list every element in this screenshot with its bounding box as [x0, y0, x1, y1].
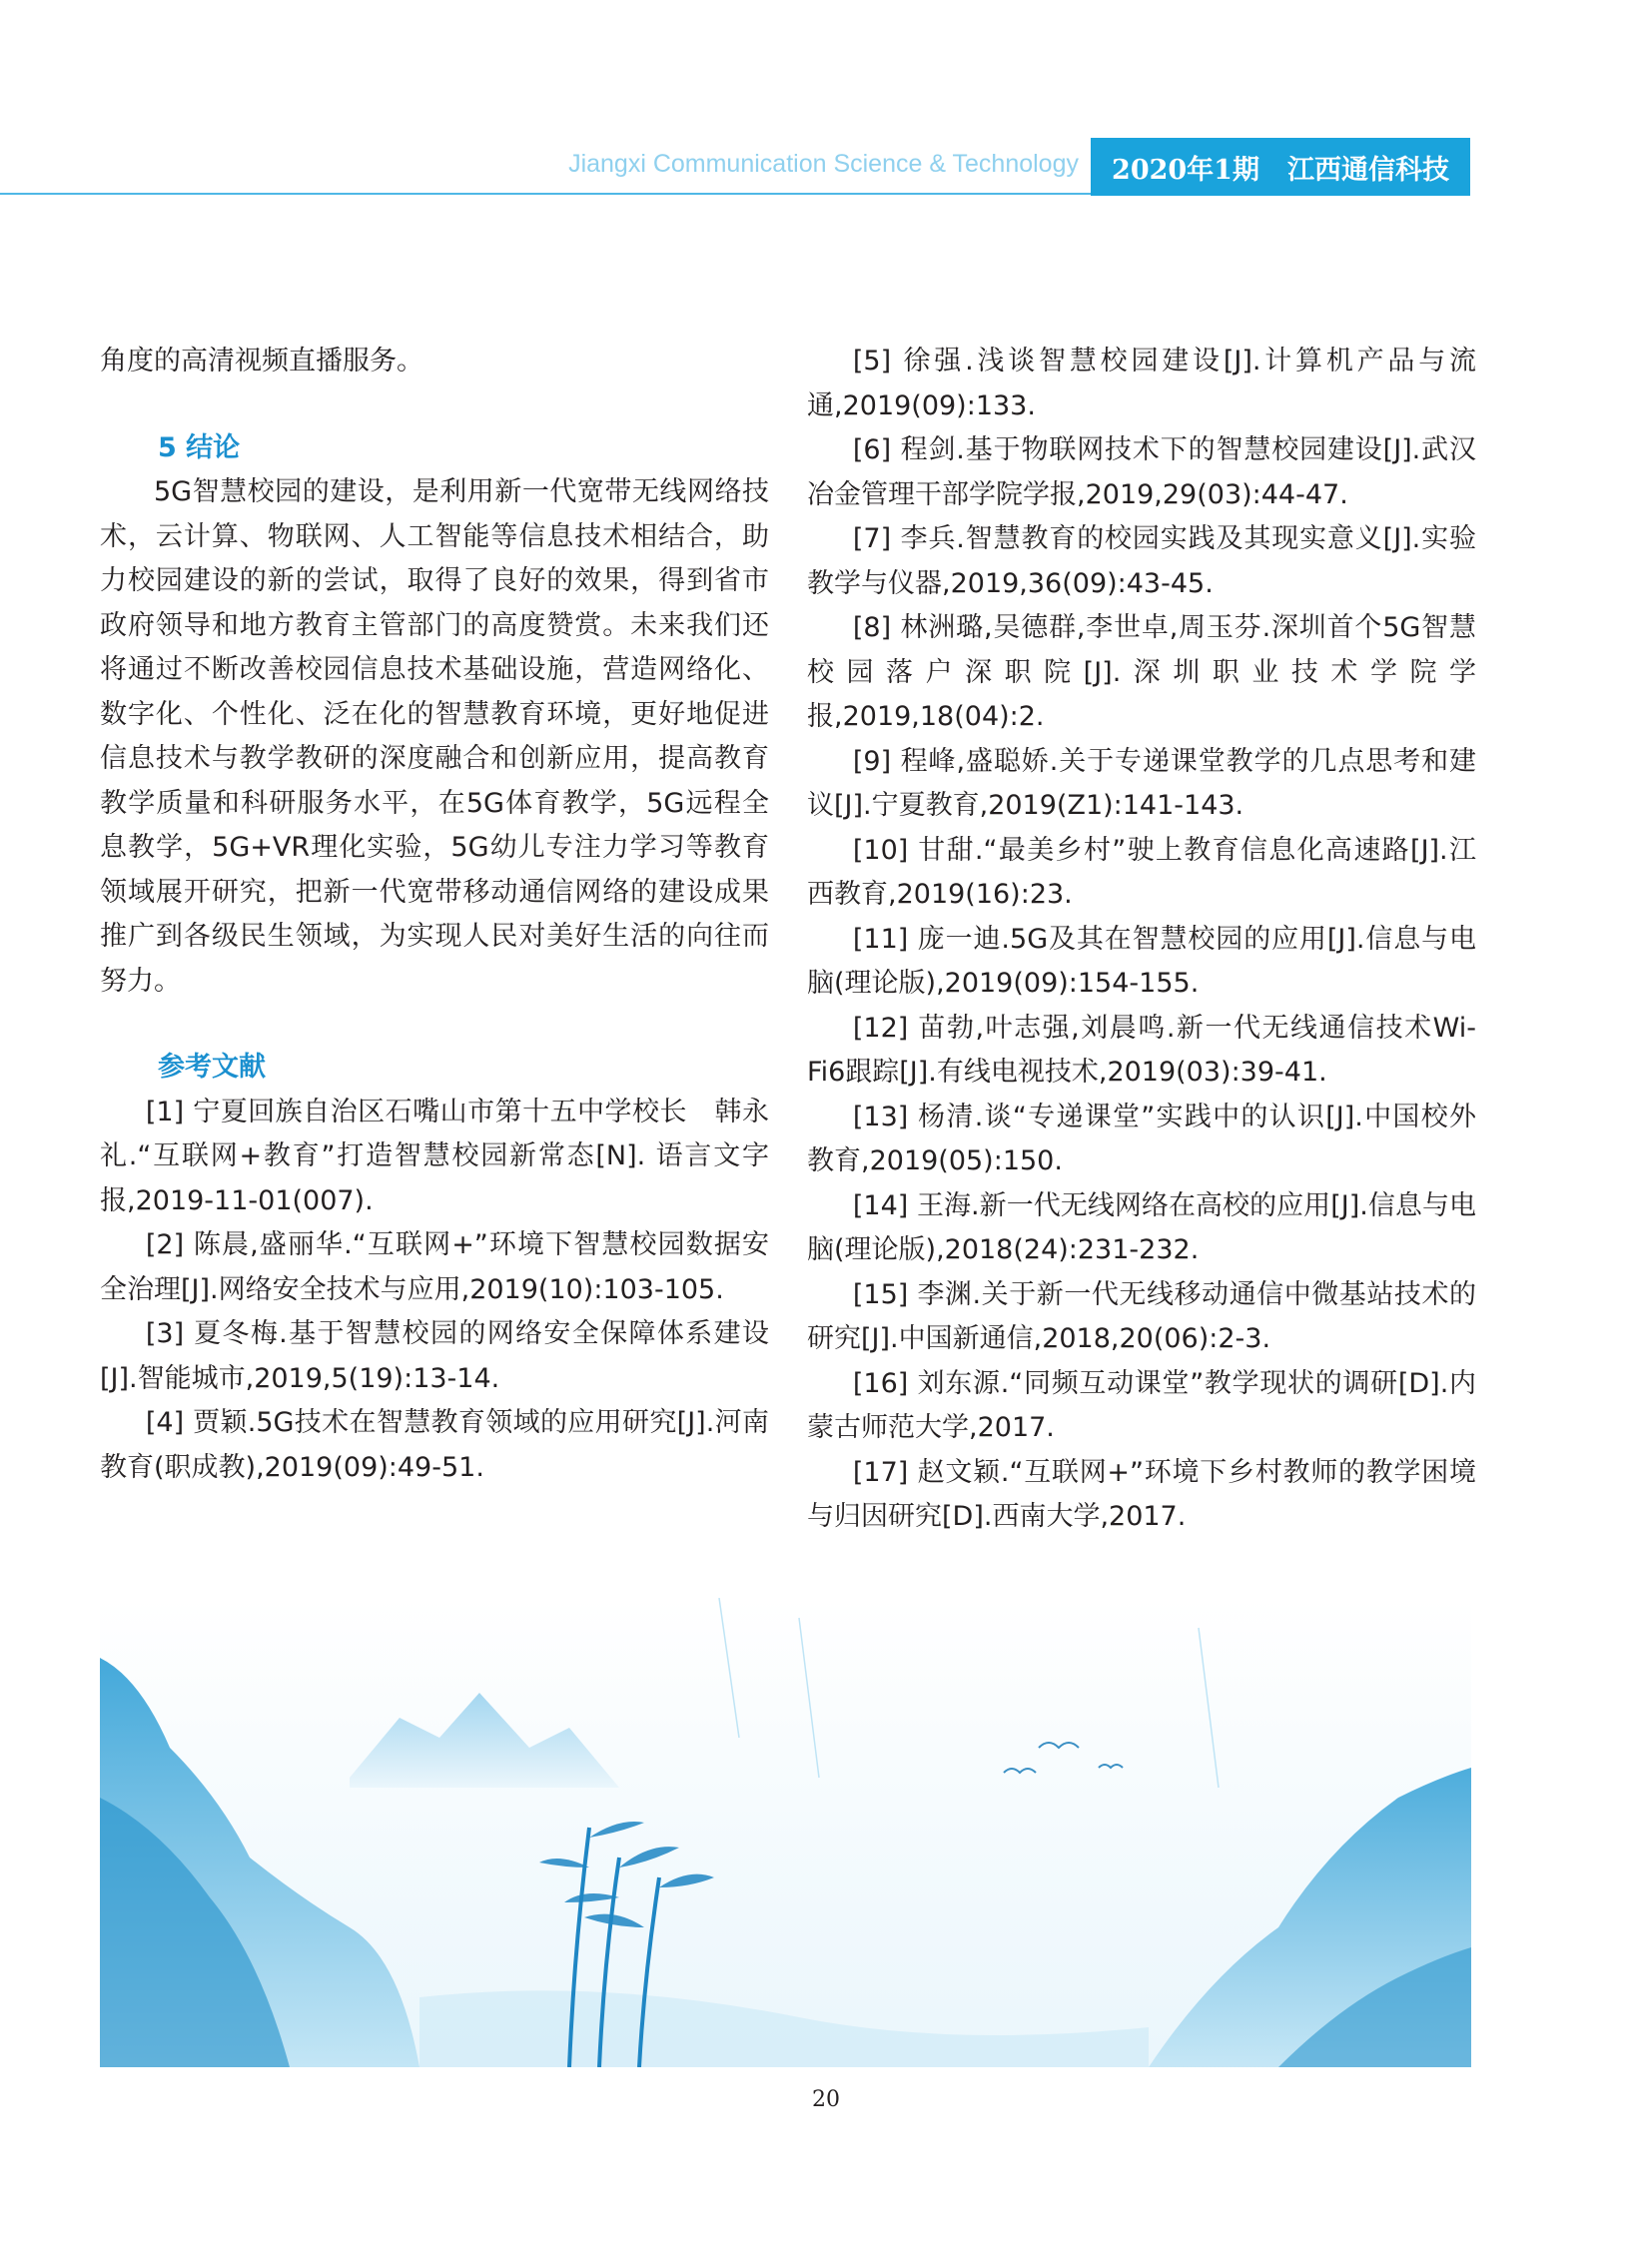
reference-item: [3] 夏冬梅.基于智慧校园的网络安全保障体系建设[J].智能城市,2019,5(19):13-14. [100, 1318, 769, 1394]
reference-item: [16] 刘东源.“同频互动课堂”教学现状的调研[D].内蒙古师范大学,2017. [807, 1367, 1476, 1443]
reference-item: [5] 徐强.浅谈智慧校园建设[J].计算机产品与流通,2019(09):133. [807, 346, 1476, 421]
conclusion-paragraph: 5G智慧校园的建设，是利用新一代宽带无线网络技术，云计算、物联网、人工智能等信息技术相结合，助力校园建设的新的尝试，取得了良好的效果，得到省市政府领导和地方教育主管部门的高度赞赏。未来我们还将通过不断改善校园信息技术基础设施，营造网络化、数字化、个性化、泛在化的智慧教育环境，更好地促进信息技术与教学教研的深度融合和创新应用，提高教育教学质量和科研服务水平，在5G体育教学，5G远程全息教学，5G+VR理化实验，5G幼儿专注力学习等教育领域展开研究，把新一代宽带移动通信网络的建设成果推广到各级民生领域，为实现人民对美好生活的向往而努力。 [100, 476, 769, 997]
reference-item: [15] 李渊.关于新一代无线移动通信中微基站技术的研究[J].中国新通信,2018,20(06):2-3. [807, 1278, 1476, 1354]
reference-item: [10] 甘甜.“最美乡村”驶上教育信息化高速路[J].江西教育,2019(16):23. [807, 834, 1476, 910]
right-column [807, 340, 1476, 1540]
left-column [100, 340, 769, 1490]
reference-item: [17] 赵文颖.“互联网+”环境下乡村教师的教学困境与归因研究[D].西南大学,2017. [807, 1456, 1476, 1532]
journal-english-title: Jiangxi Communication Science & Technology [568, 150, 1079, 178]
reference-item: [4] 贾颖.5G技术在智慧教育领域的应用研究[J].河南教育(职成教),2019(09):49-51. [100, 1407, 769, 1483]
page-number: 20 [812, 2087, 840, 2112]
references-heading: 参考文献 [158, 1052, 266, 1083]
reference-item: [9] 程峰,盛聪娇.关于专递课堂教学的几点思考和建议[J].宁夏教育,2019(Z1):141-143. [807, 745, 1476, 821]
reference-item: [2] 陈晨,盛丽华.“互联网+”环境下智慧校园数据安全治理[J].网络安全技术与应用,2019(10):103-105. [100, 1229, 769, 1305]
landscape-illustration [100, 1598, 1471, 2067]
reference-item: [12] 苗勃,叶志强,刘晨鸣.新一代无线通信技术Wi-Fi6跟踪[J].有线电视技术,2019(03):39-41. [807, 1012, 1476, 1088]
reference-item: [6] 程剑.基于物联网技术下的智慧校园建设[J].武汉冶金管理干部学院学报,2019,29(03):44-47. [807, 434, 1476, 510]
journal-chinese-title: 江西通信科技 [1286, 154, 1449, 186]
reference-item: [8] 林洲璐,吴德群,李世卓,周玉芬.深圳首个5G智慧校园落户深职院[J].深圳职业技术学院学报,2019,18(04):2. [807, 612, 1476, 732]
journal-issue-banner [1091, 138, 1470, 196]
header-rule [0, 193, 1099, 195]
reference-item: [14] 王海.新一代无线网络在高校的应用[J].信息与电脑(理论版),2018(24):231-232. [807, 1189, 1476, 1265]
section-heading-conclusion: 5 结论 [158, 431, 241, 463]
reference-item: [11] 庞一迪.5G及其在智慧校园的应用[J].信息与电脑(理论版),2019(09):154-155. [807, 923, 1476, 999]
reference-item: [13] 杨清.谈“专递课堂”实践中的认识[J].中国校外教育,2019(05):150. [807, 1101, 1476, 1176]
carryover-paragraph: 角度的高清视频直播服务。 [100, 346, 423, 376]
reference-item: [7] 李兵.智慧教育的校园实践及其现实意义[J].实验教学与仪器,2019,36(09):43-45. [807, 523, 1476, 599]
reference-item: [1] 宁夏回族自治区石嘴山市第十五中学校长 韩永礼.“互联网+教育”打造智慧校园新常态[N]. 语言文字报,2019-11-01(007). [100, 1096, 769, 1216]
issue-label: 2020年1期 [1112, 154, 1259, 186]
